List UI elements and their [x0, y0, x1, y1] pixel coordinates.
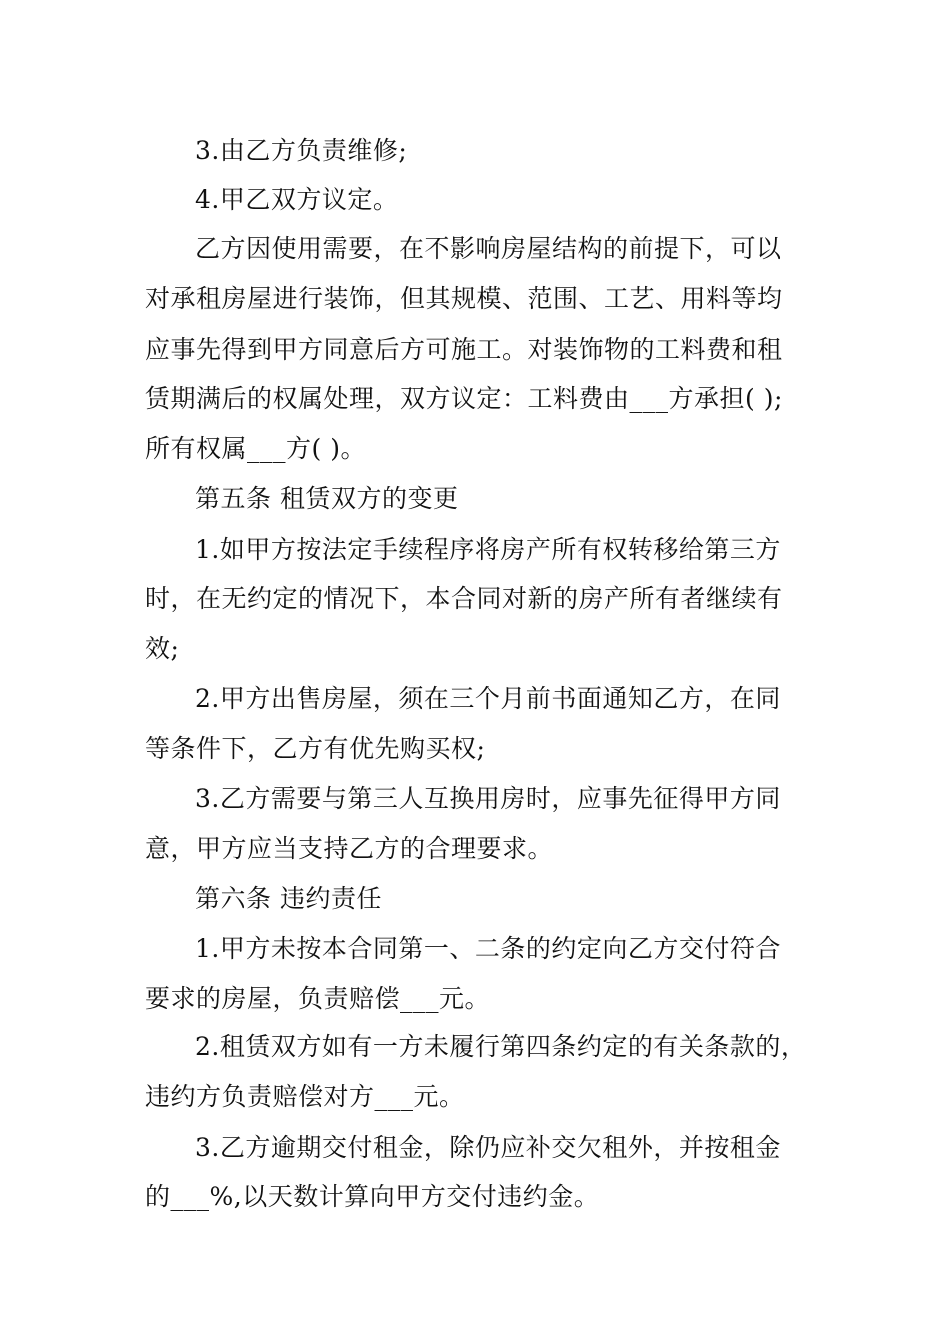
paragraph-line: 2.租赁双方如有一方未履行第四条约定的有关条款的，: [195, 1032, 807, 1061]
paragraph-line: 3.乙方需要与第三人互换用房时，应事先征得甲方同: [195, 784, 781, 813]
paragraph-line: 等条件下，乙方有优先购买权;: [145, 734, 486, 763]
paragraph-line: 时，在无约定的情况下，本合同对新的房产所有者继续有: [145, 584, 783, 613]
paragraph-line: 意，甲方应当支持乙方的合理要求。: [145, 834, 554, 863]
paragraph-line: 3.乙方逾期交付租金，除仍应补交欠租外，并按租金: [195, 1133, 781, 1162]
paragraph-line: 应事先得到甲方同意后方可施工。对装饰物的工料费和租: [145, 335, 783, 364]
paragraph-line: 对承租房屋进行装饰，但其规模、范围、工艺、用料等均: [145, 284, 783, 313]
paragraph-line: 赁期满后的权属处理，双方议定：工料费由___方承担( );: [145, 384, 783, 413]
paragraph-line: 1.如甲方按法定手续程序将房产所有权转移给第三方: [195, 535, 781, 564]
section-heading: 第五条 租赁双方的变更: [195, 484, 459, 513]
text-line: 3.由乙方负责维修;: [195, 136, 408, 165]
paragraph-line: 效;: [145, 634, 180, 663]
paragraph-line: 2.甲方出售房屋，须在三个月前书面通知乙方，在同: [195, 684, 781, 713]
paragraph-line: 所有权属___方( )。: [145, 434, 366, 463]
paragraph-line: 1.甲方未按本合同第一、二条的约定向乙方交付符合: [195, 934, 781, 963]
paragraph-line: 乙方因使用需要，在不影响房屋结构的前提下，可以: [195, 234, 782, 263]
paragraph-line: 要求的房屋，负责赔偿___元。: [145, 984, 491, 1013]
paragraph-line: 违约方负责赔偿对方___元。: [145, 1082, 465, 1111]
section-heading: 第六条 违约责任: [195, 884, 382, 913]
paragraph-line: 的___%,以天数计算向甲方交付违约金。: [145, 1182, 600, 1211]
text-line: 4.甲乙双方议定。: [195, 185, 399, 214]
